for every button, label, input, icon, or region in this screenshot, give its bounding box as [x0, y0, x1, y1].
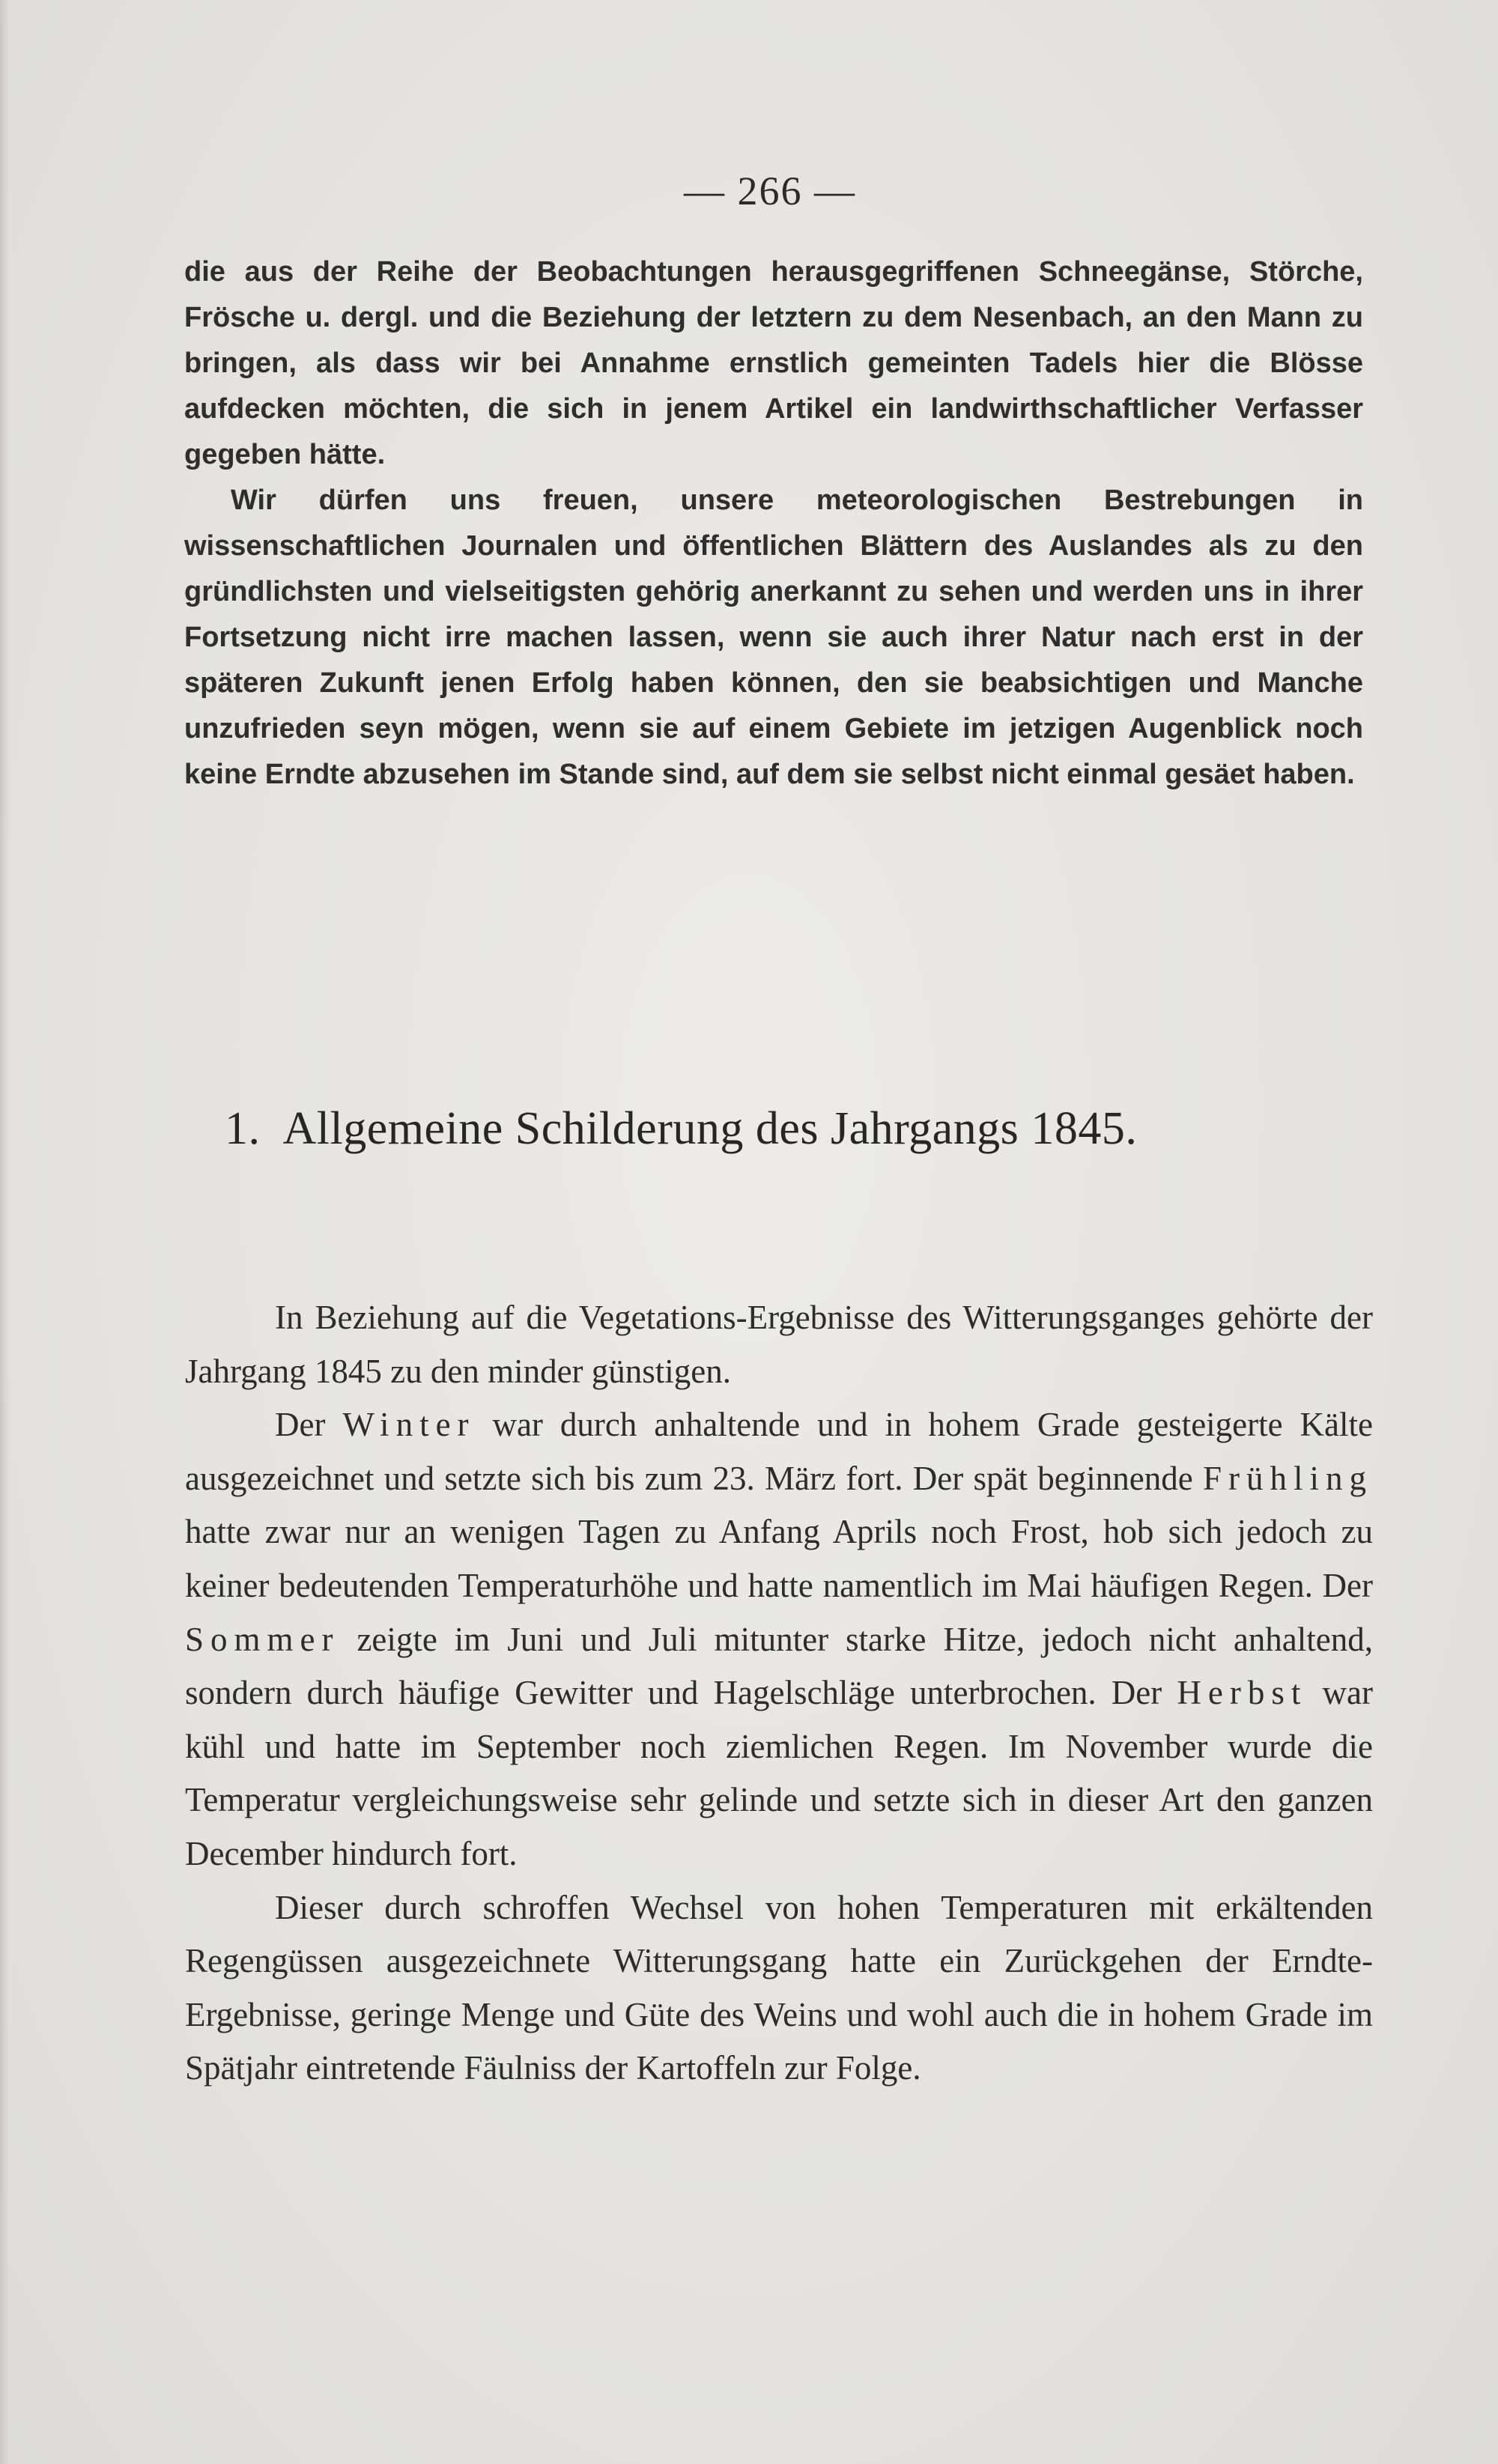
- body-paragraph-3: Dieser durch schroffen Wechsel von hohen Temperaturen mit erkältenden Regengüssen ausgezeichnete Witterungsgang hatte ein Zurückgehen der Erndte-Ergebnisse, geringe Menge und Güte des Weins und wohl auch die in hohem Grade im Spätjahr eintretende Fäulniss der Kartoffeln zur Folge.: [185, 1888, 1373, 2087]
- season-herbst: Herbst: [1177, 1674, 1308, 1712]
- intro-text-block: [184, 249, 1363, 798]
- page-number: — 266 —: [684, 169, 856, 213]
- season-sommer: Sommer: [185, 1620, 340, 1658]
- section-title: Allgemeine Schilderung des Jahrgangs 1845.: [282, 1103, 1138, 1154]
- section-heading: [225, 1102, 1348, 1156]
- body-paragraph-2-part-4: zeigte im Juni und Juli mitunter starke Hitze, jedoch nicht anhaltend, sondern durch häufige Gewitter und Hagelschläge unterbrochen. Der: [185, 1620, 1373, 1712]
- body-text-block: [185, 1291, 1373, 2096]
- body-paragraph-2-part-3: hatte zwar nur an wenigen Tagen zu Anfang Aprils noch Frost, hob sich jedoch zu keiner bedeutenden Temperaturhöhe und hatte namentlich im Mai häufigen Regen. Der: [185, 1513, 1373, 1604]
- body-paragraph-2-part-1: Der: [275, 1406, 343, 1444]
- body-paragraph-2: [185, 1398, 1373, 1881]
- body-paragraph-2-part-2: war durch anhaltende und in hohem Grade gesteigerte Kälte ausgezeichnet und setzte sich bis zum 23. März fort. Der spät beginnende: [185, 1406, 1373, 1497]
- season-winter: Winter: [342, 1406, 476, 1444]
- intro-paragraph-1: die aus der Reihe der Beobachtungen herausgegriffenen Schneegänse, Störche, Frösche u. dergl. und die Beziehung der letztern zu dem Nesenbach, an den Mann zu bringen, als dass wir bei Annahme ernstlich gemeinten Tadels hier die Blösse aufdecken möchten, die sich in jenem Artikel ein landwirthschaftlicher Verfasser gegeben hätte.: [184, 256, 1363, 470]
- page-edge-shadow: [0, 0, 9, 2464]
- body-paragraph-1: In Beziehung auf die Vegetations-Ergebnisse des Witterungsganges gehörte der Jahrgang 1845 zu den minder günstigen.: [185, 1299, 1373, 1390]
- body-paragraph-2-part-5: war kühl und hatte im September noch ziemlichen Regen. Im November wurde die Temperatur vergleichungsweise sehr gelinde und setzte sich in dieser Art den ganzen December hindurch fort.: [185, 1674, 1373, 1872]
- season-fruehling: Frühling: [1202, 1459, 1373, 1497]
- section-number: 1.: [225, 1103, 261, 1154]
- intro-paragraph-2: Wir dürfen uns freuen, unsere meteorologischen Bestrebungen in wissenschaftlichen Journalen und öffentlichen Blättern des Auslandes als zu den gründlichsten und vielseitigsten gehörig anerkannt zu sehen und werden uns in ihrer Fortsetzung nicht irre machen lassen, wenn sie auch ihrer Natur nach erst in der späteren Zukunft jenen Erfolg haben können, den sie beabsichtigen und Manche unzufrieden seyn mögen, wenn sie auf einem Gebiete im jetzigen Augenblick noch keine Erndte abzusehen im Stande sind, auf dem sie selbst nicht einmal gesäet haben.: [184, 485, 1363, 790]
